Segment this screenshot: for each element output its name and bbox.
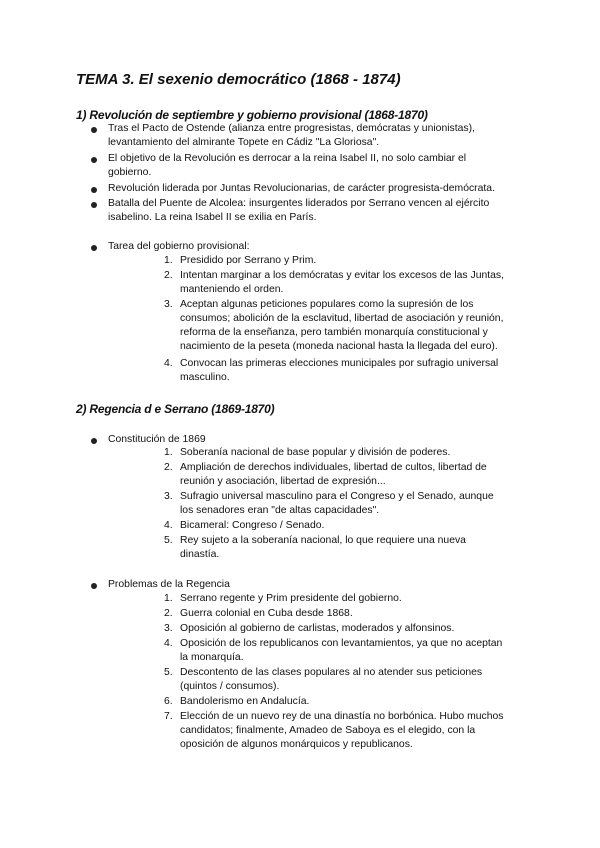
numbered-item-text: oposición de algunos monárquicos y republicanos. [180,739,413,750]
item-number: 5. [164,667,173,678]
document-title: TEMA 3. El sexenio democrático (1868 - 1874) [76,71,401,88]
item-number: 2. [164,608,173,619]
bullet-icon [91,202,97,208]
bullet-text: levantamiento del almirante Topete en Cádiz "La Gloriosa". [108,137,380,148]
item-number: 3. [164,623,173,634]
numbered-item-text: reunión y asociación, libertad de expresión... [180,476,386,487]
numbered-item-text: nacimiento de la peseta (moneda nacional hasta la llegada del euro). [180,341,498,352]
numbered-item-text: Rey sujeto a la soberanía nacional, lo que requiere una nueva [180,535,466,546]
numbered-item-text: Presidido por Serrano y Prim. [180,255,317,266]
item-number: 3. [164,491,173,502]
bullet-text: El objetivo de la Revolución es derrocar a la reina Isabel II, no solo cambiar el [108,153,467,164]
numbered-item-text: reforma de la enseñanza, pero también monarquía constitucional y [180,327,488,338]
numbered-item-text: los senadores eran "de altas capacidades". [180,505,380,516]
item-number: 1. [164,447,173,458]
numbered-item-text: masculino. [180,372,230,383]
numbered-item-text: Oposición al gobierno de carlistas, moderados y alfonsinos. [180,623,455,634]
bullet-text: isabelino. La reina Isabel II se exilia en París. [108,212,317,223]
numbered-item-text: dinastía. [180,549,220,560]
numbered-item-text: candidatos; finalmente, Amadeo de Saboya es el elegido, con la [180,725,476,736]
bullet-icon [91,157,97,163]
bullet-icon [91,245,97,251]
item-number: 6. [164,696,173,707]
item-number: 5. [164,535,173,546]
numbered-item-text: Elección de un nuevo rey de una dinastía no borbónica. Hubo muchos [180,711,504,722]
item-number: 2. [164,462,173,473]
numbered-item-text: Descontento de las clases populares al no atender sus peticiones [180,667,483,678]
item-number: 1. [164,255,173,266]
numbered-item-text: Guerra colonial en Cuba desde 1868. [180,608,353,619]
bullet-text: Tras el Pacto de Ostende (alianza entre progresistas, demócratas y unionistas), [108,123,475,134]
numbered-item-text: Intentan marginar a los demócratas y evitar los excesos de las Juntas, [180,270,505,281]
bullet-icon [91,438,97,444]
bullet-icon [91,187,97,193]
item-number: 1. [164,593,173,604]
item-number: 4. [164,358,173,369]
item-number: 2. [164,270,173,281]
list-title: Constitución de 1869 [108,434,206,445]
list-title: Problemas de la Regencia [108,579,230,590]
bullet-icon [91,583,97,589]
item-number: 4. [164,638,173,649]
numbered-item-text: Soberanía nacional de base popular y división de poderes. [180,447,451,458]
bullet-text: Batalla del Puente de Alcolea: insurgentes liderados por Serrano vencen al ejército [108,198,490,209]
item-number: 3. [164,299,173,310]
numbered-item-text: (quintos / consumos). [180,681,280,692]
numbered-item-text: Aceptan algunas peticiones populares como la supresión de los [180,299,474,310]
numbered-item-text: Sufragio universal masculino para el Congreso y el Senado, aunque [180,491,494,502]
section-heading-1: 1) Revolución de septiembre y gobierno provisional (1868-1870) [76,108,428,122]
numbered-item-text: consumos; abolición de la esclavitud, libertad de asociación y reunión, [180,313,504,324]
numbered-item-text: la monarquía. [180,652,244,663]
section-heading-2: 2) Regencia d e Serrano (1869-1870) [76,402,275,416]
numbered-item-text: Bandolerismo en Andalucía. [180,696,310,707]
bullet-text: gobierno. [108,167,152,178]
numbered-item-text: Oposición de los republicanos con levantamientos, ya que no aceptan [180,638,503,649]
numbered-item-text: Bicameral: Congreso / Senado. [180,520,325,531]
item-number: 4. [164,520,173,531]
numbered-item-text: Convocan las primeras elecciones municipales por sufragio universal [180,358,499,369]
list-title: Tarea del gobierno provisional: [108,241,250,252]
bullet-icon [91,127,97,133]
item-number: 7. [164,711,173,722]
bullet-text: Revolución liderada por Juntas Revolucionarias, de carácter progresista-demócrata. [108,183,495,194]
numbered-item-text: Ampliación de derechos individuales, libertad de cultos, libertad de [180,462,487,473]
numbered-item-text: manteniendo el orden. [180,284,284,295]
numbered-item-text: Serrano regente y Prim presidente del gobierno. [180,593,402,604]
